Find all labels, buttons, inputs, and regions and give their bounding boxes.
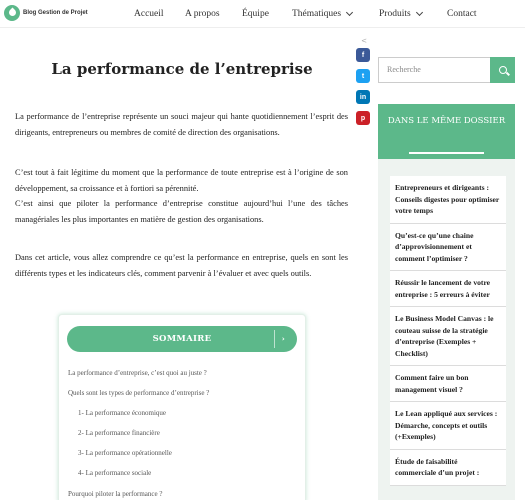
article-paragraph: C’est tout à fait légitime du moment que la performance de toute entreprise est à l’origine de son développement, sa croissance et à fortiori sa pérennité. xyxy=(15,168,348,193)
related-articles-heading xyxy=(378,104,515,159)
nav-item-contact[interactable]: Contact xyxy=(447,9,477,19)
article-paragraph: Dans cet article, vous allez comprendre ce qu’est la performance en entreprise, quels en sont les différents types et les indicateurs clés, comment parvenir à l’évaluer et avec quels outils. xyxy=(15,253,348,278)
related-articles-list xyxy=(390,176,506,486)
table-of-contents xyxy=(58,314,306,500)
leaf-logo-icon xyxy=(4,5,20,21)
nav-item-a-propos[interactable]: A propos xyxy=(185,9,220,19)
chevron-down-icon xyxy=(416,9,423,16)
linkedin-icon[interactable]: in xyxy=(356,90,370,104)
article-paragraph: La performance de l’entreprise représente un souci majeur qui hante quotidiennement l’esprit des dirigeants, entrepreneurs ou membres de comité de direction des organisations. xyxy=(15,112,348,137)
chevron-down-icon xyxy=(346,9,353,16)
related-article-link[interactable]: Le Lean appliqué aux services : Démarche, concepts et outils (+Exemples) xyxy=(390,402,506,450)
toc-link[interactable]: La performance d’entreprise, c’est quoi au juste ? xyxy=(68,369,207,377)
article-paragraph: C’est ainsi que piloter la performance d’entreprise constitue aujourd’hui l’une des tâches managériales les plus importantes en matière de gestion des organisations. xyxy=(15,199,348,224)
nav-item-thematiques[interactable]: Thématiques xyxy=(292,9,352,19)
toc-link[interactable]: 2- La performance financière xyxy=(78,429,160,437)
related-article-link[interactable]: Réussir le lancement de votre entreprise : 5 erreurs à éviter xyxy=(390,271,506,307)
nav-item-accueil[interactable]: Accueil xyxy=(134,9,164,19)
share-bar xyxy=(356,37,372,132)
pinterest-icon[interactable]: p xyxy=(356,111,370,125)
toc-link[interactable]: 1- La performance économique xyxy=(78,409,167,417)
search-button[interactable] xyxy=(490,57,515,83)
site-logo[interactable] xyxy=(4,5,88,21)
related-articles-panel xyxy=(378,104,515,500)
related-heading-text: DANS LE MÊME DOSSIER xyxy=(387,116,506,126)
related-article-link[interactable]: Qu’est-ce qu’une chaine d’approvisionnement et comment l’optimiser ? xyxy=(390,224,506,272)
article-title: La performance de l’entreprise xyxy=(51,60,313,78)
related-article-link[interactable]: Le Business Model Canvas : le couteau suisse de la stratégie d’entreprise (Exemples + Checklist) xyxy=(390,307,506,366)
search-input[interactable]: Recherche xyxy=(378,57,490,83)
share-icon: < xyxy=(361,37,367,45)
logo-text: Blog Gestion de Projet xyxy=(23,10,88,16)
nav-item-produits[interactable]: Produits xyxy=(379,9,422,19)
site-header xyxy=(0,0,525,28)
related-article-link[interactable]: Entrepreneurs et dirigeants : Conseils digestes pour optimiser votre temps xyxy=(390,176,506,224)
chevron-right-icon: › xyxy=(274,330,292,348)
toc-link[interactable]: 4- La performance sociale xyxy=(78,469,152,477)
heading-divider xyxy=(409,152,484,154)
nav-item-equipe[interactable]: Équipe xyxy=(242,9,269,19)
toc-toggle-button[interactable] xyxy=(67,326,297,352)
twitter-icon[interactable]: t xyxy=(356,69,370,83)
facebook-icon[interactable]: f xyxy=(356,48,370,62)
search-icon xyxy=(499,66,507,74)
toc-title: SOMMAIRE xyxy=(152,334,212,344)
toc-link[interactable]: 3- La performance opérationnelle xyxy=(78,449,172,457)
related-article-link[interactable]: Comment faire un bon management visuel ? xyxy=(390,366,506,402)
toc-link[interactable]: Pourquoi piloter la performance ? xyxy=(68,490,163,498)
related-article-link[interactable]: Étude de faisabilité commerciale d’un projet : xyxy=(390,450,506,486)
toc-link[interactable]: Quels sont les types de performance d’entreprise ? xyxy=(68,389,210,397)
